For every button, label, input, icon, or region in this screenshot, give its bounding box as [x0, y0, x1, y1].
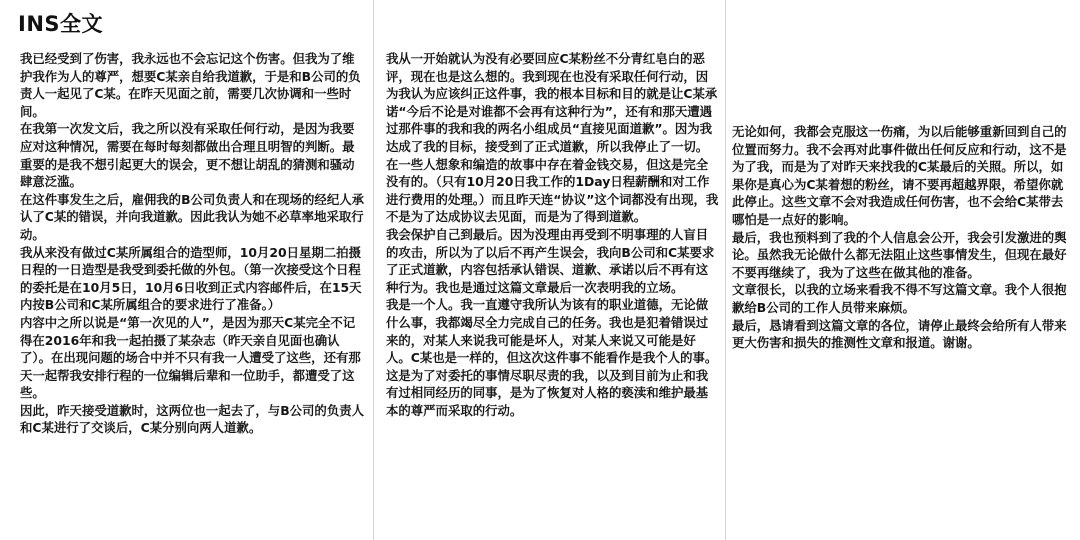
paragraph: 无论如何，我都会克服这一伤痛，为以后能够重新回到自己的位置而努力。我不会再对此事件做出任何反应和行动，这不是为了我，而是为了对昨天来找我的C某最后的关照。所以，如果你是真心为C某着想的粉丝，请不要再超越界限，希望你就此停止。这些文章不会对我造成任何伤害，也不会给C某带去哪怕是一点好的影响。 [732, 124, 1067, 227]
column-divider [725, 0, 726, 540]
text-column-1 [20, 50, 366, 437]
paragraph: 文章很长，以我的立场来看我不得不写这篇文章。我个人很抱歉给B公司的工作人员带来麻烦。 [732, 282, 1067, 315]
paragraph: 我从一开始就认为没有必要回应C某粉丝不分青红皂白的恶评，现在也是这么想的。我到现在也没有采取任何行动，因为我认为应该纠正这件事，我的根本目标和目的就是让C某承诺“今后不论是对谁都不会再有这种行为”，还有和那天遭遇过那件事的我和我的两名小组成员“直接见面道歉”。因为我达成了我的目标，接受到了正式道歉，所以我停止了一切。 [386, 51, 718, 154]
paragraph: 我从来没有做过C某所属组合的造型师，10月20日星期二拍摄日程的一日造型是我受到委托做的外包。（第一次接受这个日程的委托是在10月5日，10月6日收到正式内容邮件后，在15天内按B公司和C某所属组合的要求进行了准备。） [20, 244, 362, 313]
paragraph: 最后，恳请看到这篇文章的各位，请停止最终会给所有人带来更大伤害和损失的推测性文章和报道。谢谢。 [732, 317, 1067, 351]
paragraph: 我已经受到了伤害，我永远也不会忘记这个伤害。但我为了维护我作为人的尊严，想要C某亲自给我道歉，于是和B公司的负责人一起见了C某。在昨天见面之前，需要几次协调和一些时间。 [20, 51, 361, 119]
paragraph: 在我第一次发文后，我之所以没有采取任何行动，是因为我要应对这种情况，需要在每时每刻都做出合理且明智的判断。最重要的是我不想引起更大的误会，更不想让胡乱的猜测和骚动肆意泛滥。 [20, 121, 355, 190]
text-column-2 [386, 50, 720, 419]
paragraph: 因此，昨天接受道歉时，这两位也一起去了，与B公司的负责人和C某进行了交谈后，C某分别向两人道歉。 [20, 402, 364, 436]
paragraph: 在这件事发生之后，雇佣我的B公司负责人和在现场的经纪人承认了C某的错误，并向我道歉。因此我认为她不必草率地采取行动。 [20, 191, 364, 242]
paragraph: 我会保护自己到最后。因为没理由再受到不明事理的人盲目的攻击，所以为了以后不再产生误会，我向B公司和C某要求了正式道歉，内容包括承认错误、道歉、承诺以后不再有这种行为。我也是通过这篇文章最后一次表明我的立场。 [386, 226, 715, 295]
column-divider [373, 0, 374, 540]
text-column-3 [732, 123, 1072, 352]
paragraph: 内容中之所以说是“第一次见的人”，是因为那天C某完全不记得在2016年和我一起拍摄了某杂志（昨天亲自见面也确认了）。在出现问题的场合中并不只有我一人遭受了这些，还有那天一起帮我安排行程的一位编辑后辈和一位助手，都遭受了这些。 [20, 314, 361, 401]
paragraph: 在一些人想象和编造的故事中存在着金钱交易，但这是完全没有的。（只有10月20日我工作的1Day日程薪酬和对工作进行费用的处理。）而且昨天连“协议”这个词都没有出现，我不是为了达成协议去见面，而是为了得到道歉。 [386, 156, 719, 225]
paragraph: 最后，我也预料到了我的个人信息会公开，我会引发激进的舆论。虽然我无论做什么都无法阻止这些事情发生，但现在最好不要再继续了，我为了这些在做其他的准备。 [732, 229, 1067, 280]
paragraph: 我是一个人。我一直遵守我所认为该有的职业道德，无论做什么事，我都竭尽全力完成自己的任务。我也是犯着错误过来的，对某人来说我可能是坏人，对某人来说又可能是好人。C某也是一样的，但这次这件事不能看作是我个人的事。这是为了对委托的事情尽职尽责的我，以及到目前为止和我有过相同经历的同事，是为了恢复对人格的亵渎和维护最基本的尊严而采取的行动。 [386, 297, 718, 418]
page-title: INS全文 [18, 12, 104, 36]
